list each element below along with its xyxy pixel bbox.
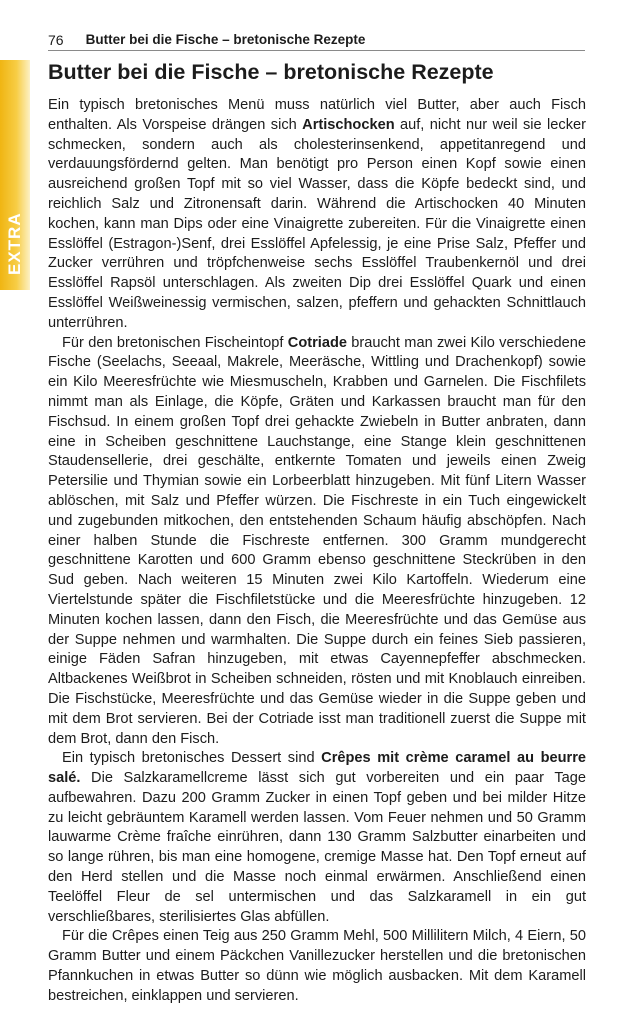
highlight-artischocken: Artischocken — [302, 116, 395, 133]
page-number: 76 — [48, 32, 64, 48]
extra-tab-label — [5, 249, 25, 275]
paragraph-crepes-caramel: Ein typisch bretonisches Dessert sind Crêpes mit crème caramel au beurre salé. Die Salzkaramellcreme lässt sich gut vorbereiten und ein paar Tage aufbewahren. Dazu 200 Gramm Zucker in einen Topf geben und bei milder Hitze zu leicht gebräuntem Karamell werden lassen. Vom Feuer nehmen und 50 Gramm lauwarme Crème fraîche einrühren, dann 130 Gramm Salzbutter einarbeiten und so lange rühren, bis man eine homogene, cremige Masse hat. Den Topf erneut auf den Herd stellen und die Masse noch einmal erwärmen. Anschließend einen Teelöffel Fleur de sel untermischen und das Salzkaramell in ein gut verschließbares, sterilisiertes Glas abfüllen. — [48, 750, 586, 925]
highlight-crepes: Crêpes mit crème caramel au beurre salé. — [48, 750, 586, 787]
paragraph-artischocken: Ein typisch bretonisches Menü muss natürlich viel Butter, aber auch Fisch enthalten. Als Vorspeise drängen sich Artischocken auf, nicht nur weil sie lecker schmecken, sondern auch als cholesterinsenkend, appetitanregend und verdauungsfördernd gelten. Man benötigt pro Person einen Kopf sowie einen ausreichend großen Topf mit so viel Wasser, dass die Köpfe bedeckt sind, und reichlich Salz und Zitronensaft darin. Während die Artischocken 40 Minuten kochen, kann man Dips oder eine Vinaigrette zubereiten. Für die Vinaigrette einen Esslöffel (Estragon-)Senf, drei Esslöffel Apfelessig, je eine Prise Salz, Pfeffer und Zucker verrühren und tröpfchenweise sechs Esslöffel Traubenkernöl und drei Esslöffel Rapsöl unterschlagen. Als zweiten Dip drei Esslöffel Quark und einen Esslöffel Weißweinessig vermischen, salzen, pfeffern und gehackten Schnittlauch unterrühren. — [48, 97, 586, 331]
highlight-cotriade: Cotriade — [287, 334, 347, 351]
running-title: Butter bei die Fische – bretonische Rezepte — [85, 32, 366, 47]
paragraph-cotriade: Für den bretonischen Fischeintopf Cotriade braucht man zwei Kilo verschiedene Fische (Seelachs, Seeaal, Makrele, Meeräsche, Wittling und Drachenkopf) sowie ein Kilo Meeresfrüchte wie Miesmuscheln, Krabben und Garnelen. Die Fischfilets nimmt man als Einlage, die Köpfe, Gräten und Karkassen braucht man für den Fischsud. In einem großen Topf drei gehackte Zwiebeln in Butter anbraten, dann eine in Scheiben geschnittene Lauchstange, eine Stange klein geschnittenen Staudensellerie, drei geschälte, entkernte Tomaten und jeweils einen Zweig Petersilie und Thymian sowie ein Lorbeerblatt hinzugeben. Mit fünf Litern Wasser ablöschen, mit Salz und Pfeffer würzen. Die Fischreste in ein Tuch eingewickelt und zugebunden mitkochen, den entstehenden Schaum häufig abschöpfen. Nach einer halben Stunde die Fischreste entfernen. 300 Gramm mundgerecht geschnittene Karotten und 600 Gramm ebenso geschnittene Steckrüben in den Sud geben. Nach weiteren 15 Minuten zwei Kilo Kartoffeln. Wiederum eine Viertelstunde später die Fischfiletstücke und die Meeresfrüchte hinzugeben. 12 Minuten kochen lassen, dann den Fisch, die Meeresfrüchte und das Gemüse aus der Suppe nehmen und warmhalten. Die Suppe durch ein feines Sieb passieren, einige Fäden Safran hinzugeben, mit etwas Cayennepfeffer abschmecken. Altbackenes Weißbrot in Scheiben schneiden, rösten und mit Knoblauch einreiben. Die Fischstücke, Meeresfrüchte und das Gemüse wieder in die Suppe geben und mit dem Brot servieren. Bei der Cotriade isst man traditionell zuerst die Suppe mit dem Brot, dann den Fisch. — [48, 334, 586, 747]
paragraph-crepes-teig: Für die Crêpes einen Teig aus 250 Gramm Mehl, 500 Millilitern Milch, 4 Eiern, 50 Gramm Butter und einem Päckchen Vanillezucker herstellen und die bretonischen Pfannkuchen in etwas Butter so dünn wie möglich ausbacken. Mit dem Karamell bestreichen, einklappen und servieren. — [48, 928, 586, 1004]
article-body — [48, 96, 586, 1007]
page-title: Butter bei die Fische – bretonische Rezepte — [48, 60, 494, 84]
running-header — [48, 28, 585, 51]
